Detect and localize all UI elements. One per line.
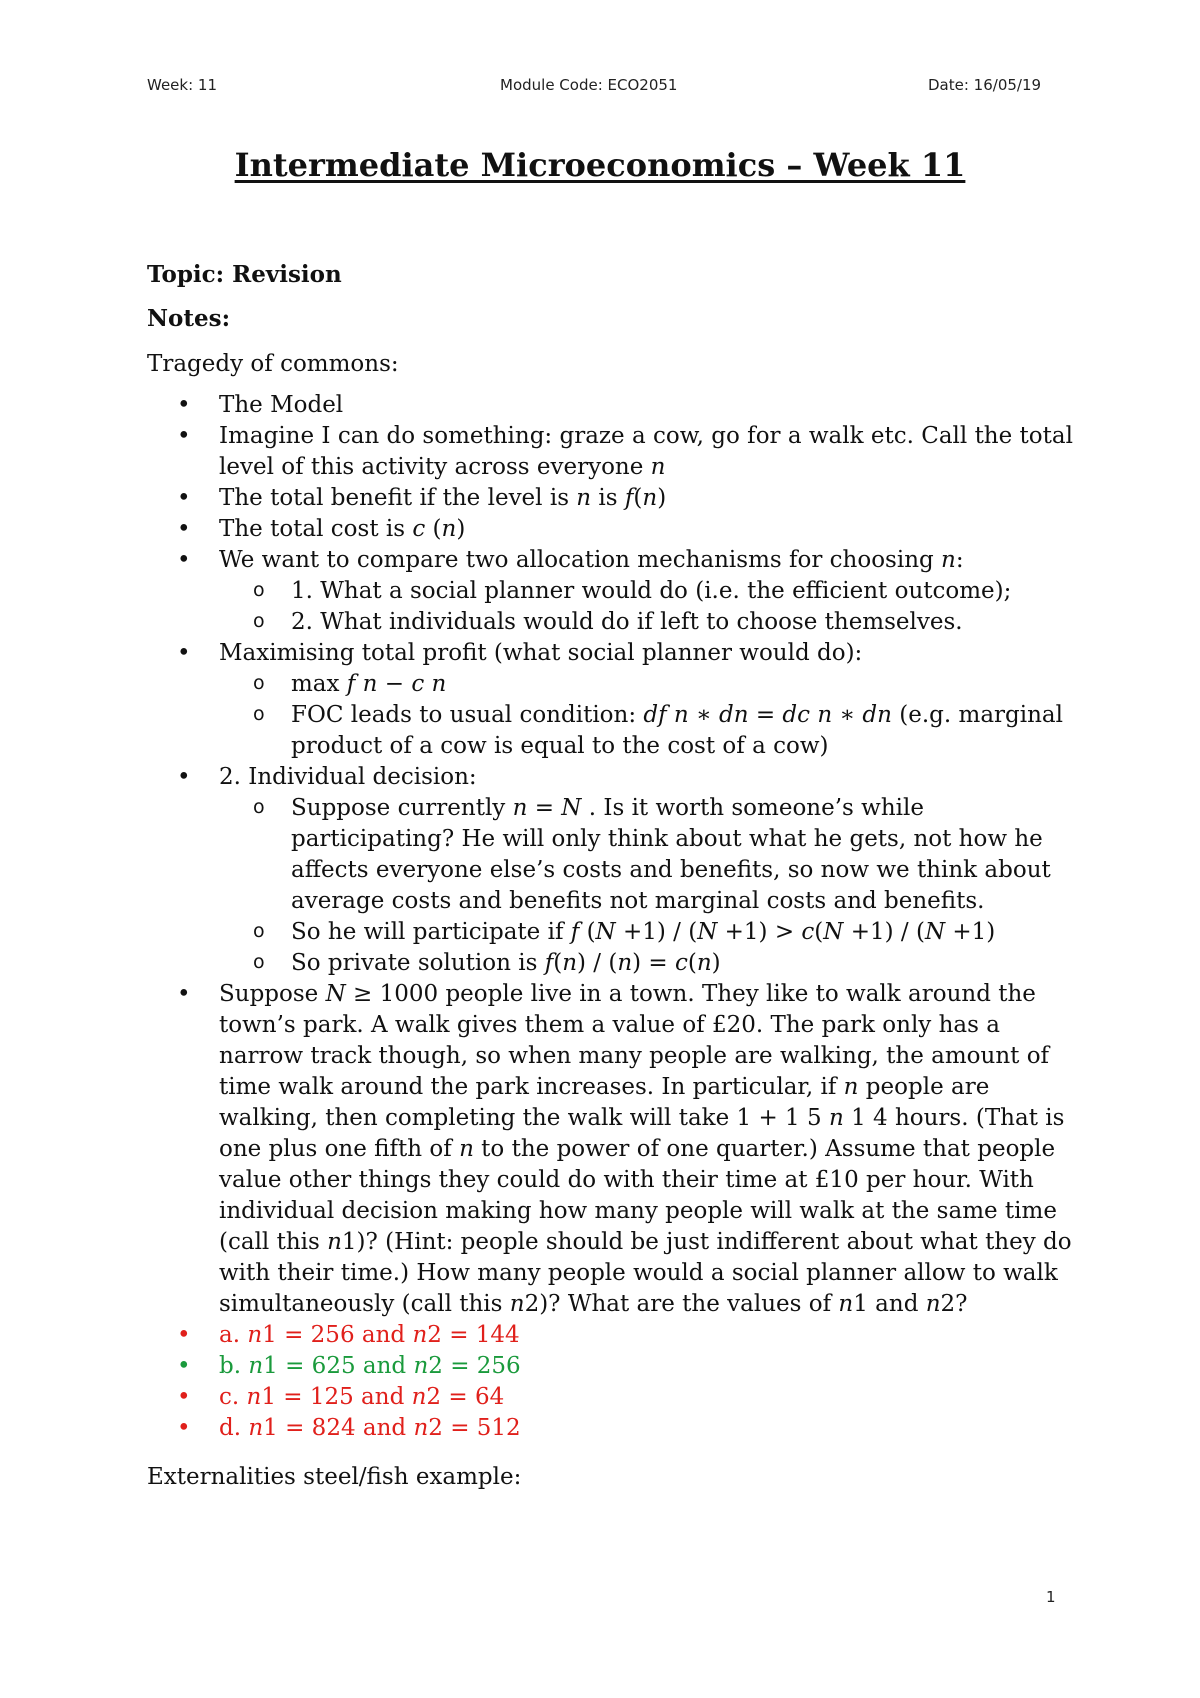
list-item-text: Maximising total profit (what social planner would do): <box>219 640 863 666</box>
list-item <box>219 762 1077 979</box>
individual-sublist <box>219 793 1077 979</box>
maximising-sublist <box>219 669 1077 762</box>
list-item-text: We want to compare two allocation mechanisms for choosing 𝑛: <box>219 547 964 573</box>
sublist-item: o So private solution is 𝑓(𝑛) / (𝑛) = 𝑐(𝑛) <box>291 948 1077 979</box>
section-heading-tragedy: Tragedy of commons: <box>147 351 399 377</box>
list-item: • Imagine I can do something: graze a cow, go for a walk etc. Call the total level of this activity across everyone 𝑛 <box>219 421 1077 483</box>
list-item: • The total cost is 𝑐 (𝑛) <box>219 514 1077 545</box>
list-item <box>219 638 1077 762</box>
answer-option-b: • b. 𝑛1 = 625 and 𝑛2 = 256 <box>219 1351 1077 1382</box>
mechanisms-sublist <box>219 576 1077 638</box>
sublist-item: o 2. What individuals would do if left to choose themselves. <box>291 607 1077 638</box>
sublist-item: o 1. What a social planner would do (i.e. the efficient outcome); <box>291 576 1077 607</box>
header-week: Week: 11 <box>147 76 218 94</box>
section-heading-externalities: Externalities steel/fish example: <box>147 1464 522 1490</box>
notes-heading: Notes: <box>147 305 231 332</box>
list-item: • The Model <box>219 390 1077 421</box>
sublist-item: o FOC leads to usual condition: 𝑑𝑓 𝑛 ∗ 𝑑𝑛 = 𝑑𝑐 𝑛 ∗ 𝑑𝑛 (e.g. marginal product of a cow is equal to the cost of a cow) <box>291 700 1077 762</box>
tragedy-list <box>147 390 1077 1444</box>
answer-option-a: • a. 𝑛1 = 256 and 𝑛2 = 144 <box>219 1320 1077 1351</box>
header-date: Date: 16/05/19 <box>928 76 1042 94</box>
answer-option-d: • d. 𝑛1 = 824 and 𝑛2 = 512 <box>219 1413 1077 1444</box>
list-item <box>219 545 1077 638</box>
list-item: • The total benefit if the level is 𝑛 is 𝑓(𝑛) <box>219 483 1077 514</box>
sublist-item: o max 𝑓 𝑛 − 𝑐 𝑛 <box>291 669 1077 700</box>
header-module-code: Module Code: ECO2051 <box>500 76 678 94</box>
question-item: • Suppose 𝑁 ≥ 1000 people live in a town. They like to walk around the town’s park. A walk gives them a value of £20. The park only has a narrow track though, so when many people are walking, the amount of time walk around the park increases. In particular, if 𝑛 people are walking, then completing the walk will take 1 + 1 5 𝑛 1 4 hours. (That is one plus one fifth of 𝑛 to the power of one quarter.) Assume that people value other things they could do with their time at £10 per hour. With individual decision making how many people will walk at the same time (call this 𝑛1)? (Hint: people should be just indifferent about what they do with their time.) How many people would a social planner allow to walk simultaneously (call this 𝑛2)? What are the values of 𝑛1 and 𝑛2? <box>219 979 1077 1320</box>
page-number: 1 <box>1046 1588 1056 1606</box>
document-body <box>147 259 1077 1516</box>
document-title: Intermediate Microeconomics – Week 11 <box>234 146 966 184</box>
topic-heading: Topic: Revision <box>147 261 342 288</box>
list-item-text: 2. Individual decision: <box>219 764 477 790</box>
sublist-item: o So he will participate if 𝑓 (𝑁 +1) / (𝑁 +1) > 𝑐(𝑁 +1) / (𝑁 +1) <box>291 917 1077 948</box>
answer-option-c: • c. 𝑛1 = 125 and 𝑛2 = 64 <box>219 1382 1077 1413</box>
sublist-item: o Suppose currently 𝑛 = 𝑁 . Is it worth someone’s while participating? He will only think about what he gets, not how he affects everyone else’s costs and benefits, so now we think about average costs and benefits not marginal costs and benefits. <box>291 793 1077 917</box>
